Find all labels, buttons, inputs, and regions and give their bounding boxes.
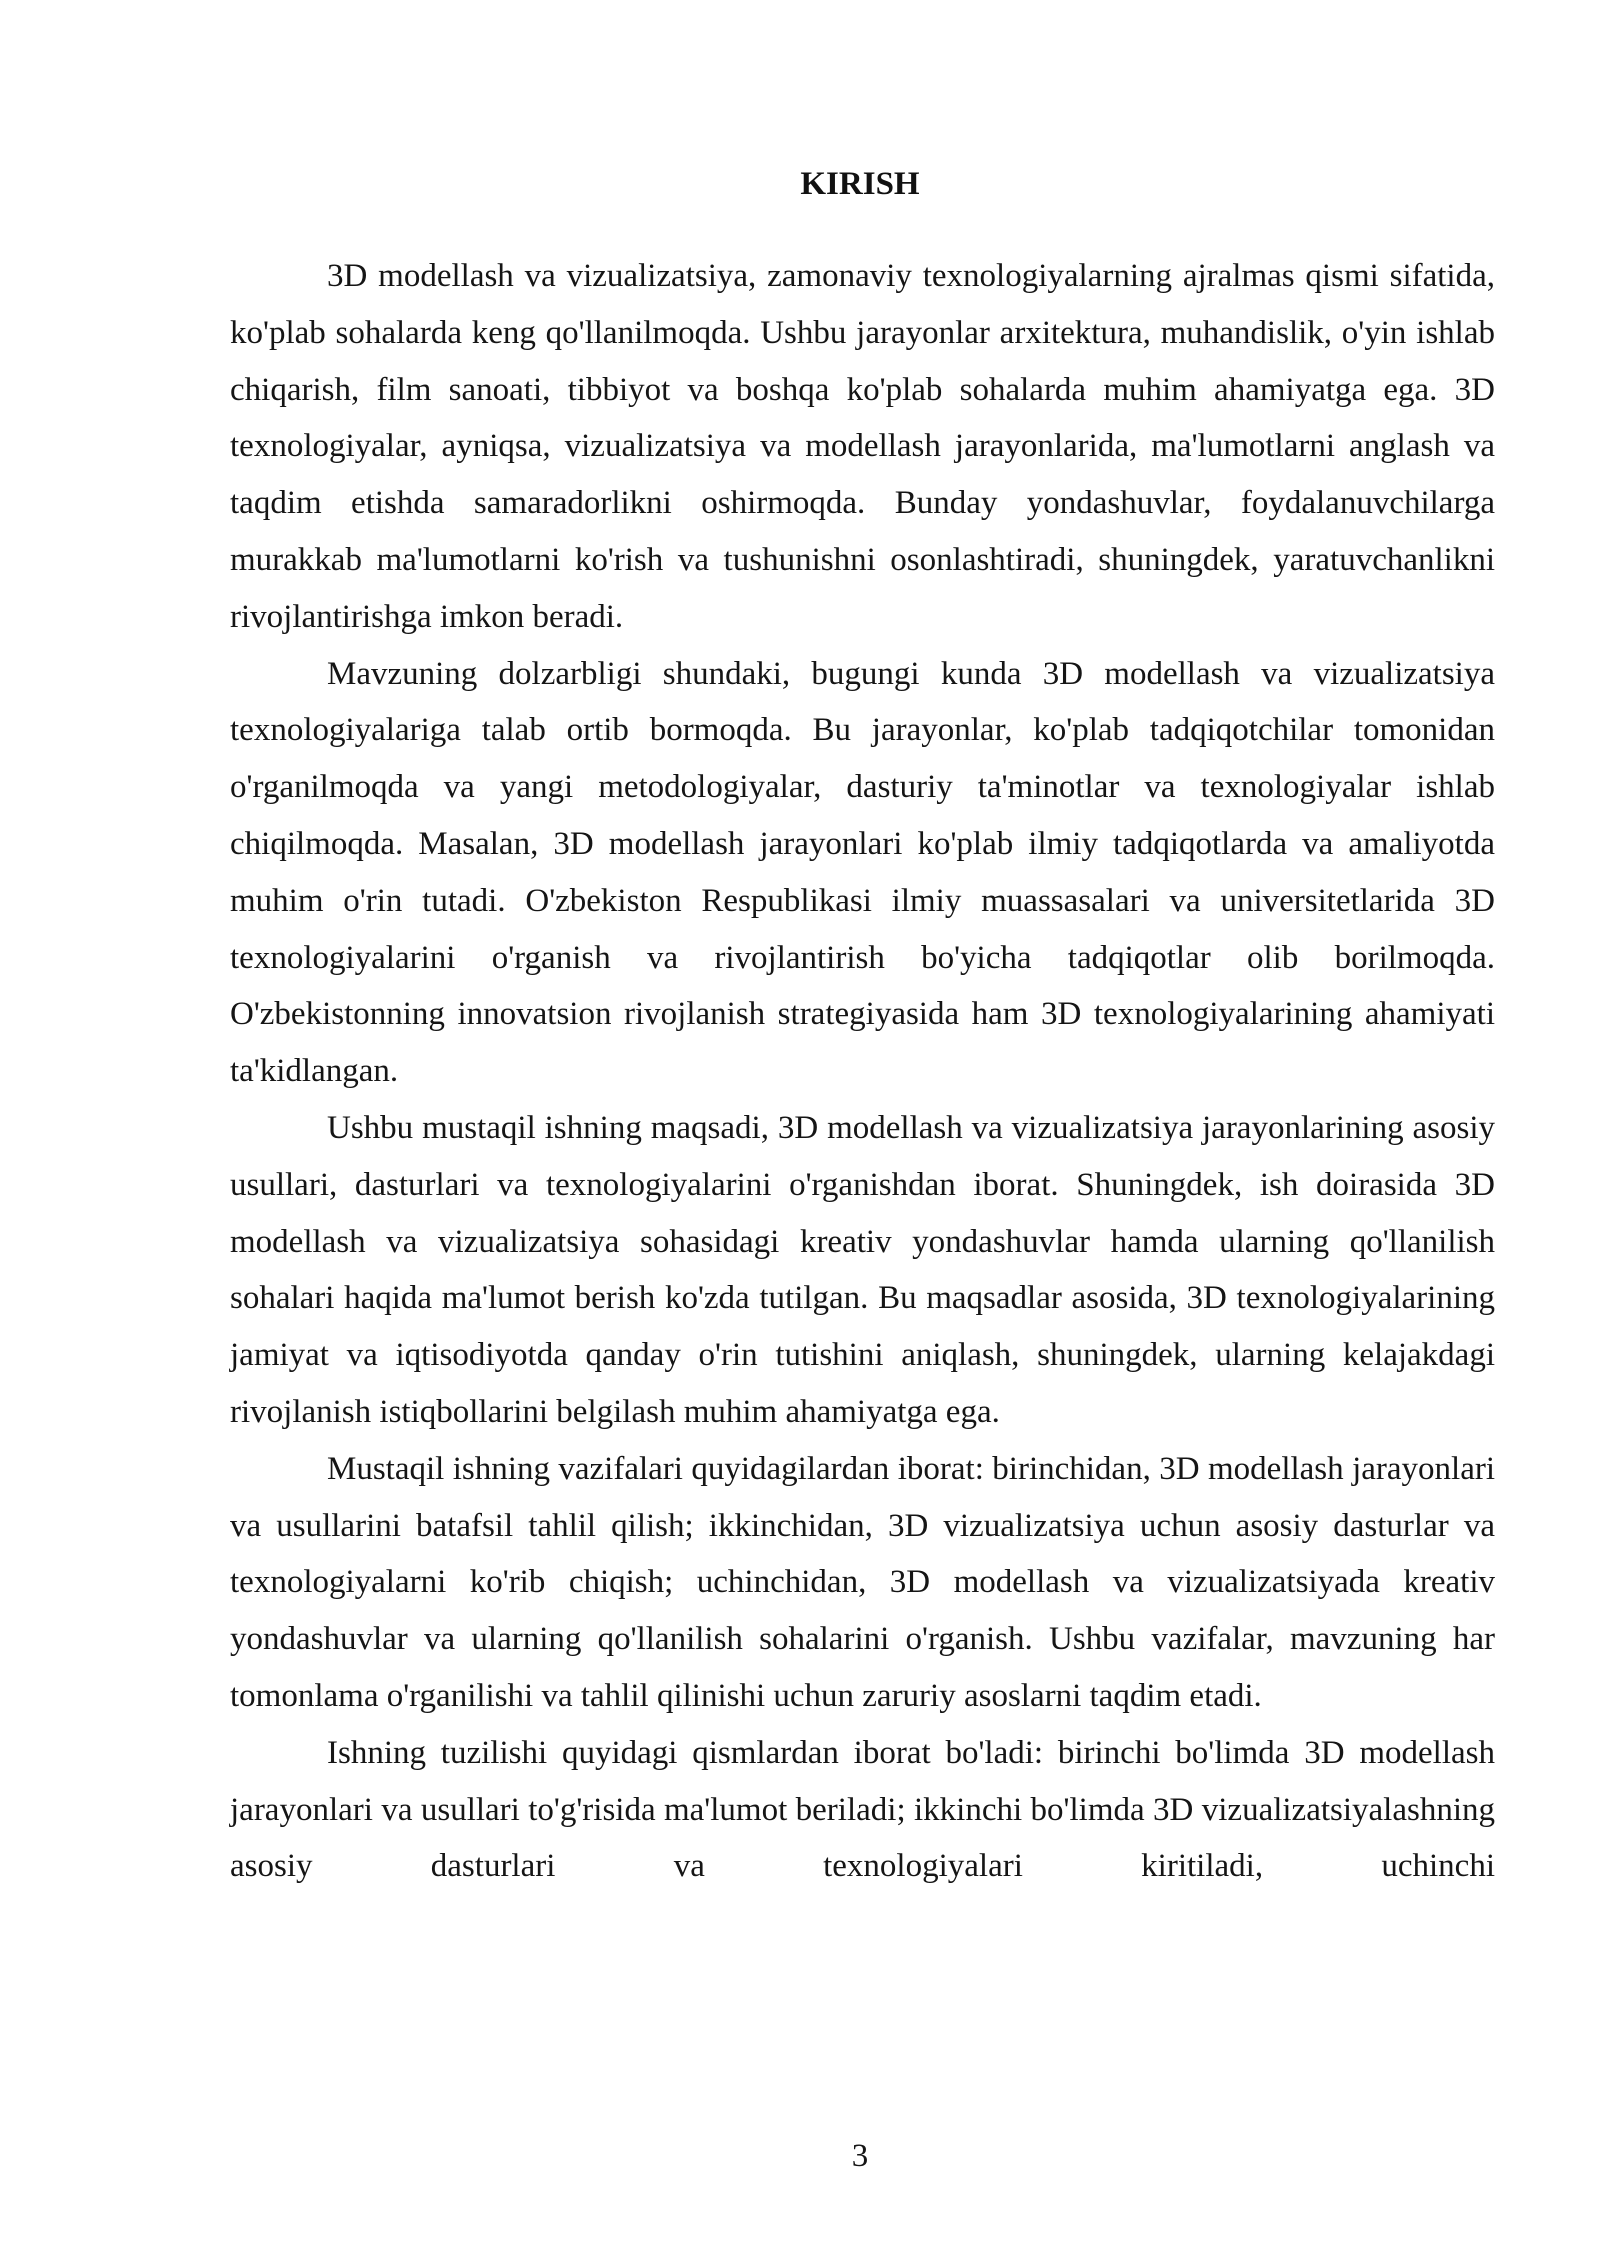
paragraph-relevance: Mavzuning dolzarbligi shundaki, bugungi kunda 3D modellash va vizualizatsiya texnologiyalariga talab ortib bormoqda. Bu jarayonlar, ko'plab tadqiqotchilar tomonidan o'rganilmoqda va yangi metodologiyalar, dasturiy ta'minotlar va texnologiyalar ishlab chiqilmoqda. Masalan, 3D modellash jarayonlari ko'plab ilmiy tadqiqotlarda va amaliyotda muhim o'rin tutadi. O'zbekiston Respublikasi ilmiy muassasalari va universitetlarida 3D texnologiyalarini o'rganish va rivojlantirish bo'yicha tadqiqotlar olib borilmoqda. O'zbekistonning innovatsion rivojlanish strategiyasida ham 3D texnologiyalarining ahamiyati ta'kidlangan. bbox=[230, 655, 1495, 1090]
paragraph-intro: 3D modellash va vizualizatsiya, zamonaviy texnologiyalarning ajralmas qismi sifatida, ko'plab sohalarda keng qo'llanilmoqda. Ushbu jarayonlar arxitektura, muhandislik, o'yin ishlab chiqarish, film sanoati, tibbiyot va boshqa ko'plab sohalarda muhim ahamiyatga ega. 3D texnologiyalar, ayniqsa, vizualizatsiya va modellash jarayonlarida, ma'lumotlarni anglash va taqdim etishda samaradorlikni oshirmoqda. Bunday yondashuvlar, foydalanuvchilarga murakkab ma'lumotlarni ko'rish va tushunishni osonlashtiradi, shuningdek, yaratuvchanlikni rivojlantirishga imkon beradi. bbox=[230, 258, 1495, 635]
paragraph-goal: Ushbu mustaqil ishning maqsadi, 3D modellash va vizualizatsiya jarayonlarining asosiy usullari, dasturlari va texnologiyalarini o'rganishdan iborat. Shuningdek, ish doirasida 3D modellash va vizualizatsiya sohasidagi kreativ yondashuvlar hamda ularning qo'llanilish sohalari haqida ma'lumot berish ko'zda tutilgan. Bu maqsadlar asosida, 3D texnologiyalarining jamiyat va iqtisodiyotda qanday o'rin tutishini aniqlash, shuningdek, ularning kelajakdagi rivojlanish istiqbollarini belgilash muhim ahamiyatga ega. bbox=[230, 1109, 1495, 1430]
page-number: 3 bbox=[851, 2138, 869, 2174]
body-text bbox=[230, 248, 1495, 1895]
section-heading: KIRISH bbox=[800, 166, 920, 202]
paragraph-tasks: Mustaqil ishning vazifalari quyidagilardan iborat: birinchidan, 3D modellash jarayonlari va usullarini batafsil tahlil qilish; ikkinchidan, 3D vizualizatsiya uchun asosiy dasturlar va texnologiyalarni ko'rib chiqish; uchinchidan, 3D modellash va vizualizatsiyada kreativ yondashuvlar va ularning qo'llanilish sohalarini o'rganish. Ushbu vazifalar, mavzuning har tomonlama o'rganilishi va tahlil qilinishi uchun zaruriy asoslarni taqdim etadi. bbox=[230, 1450, 1495, 1714]
paragraph-structure: Ishning tuzilishi quyidagi qismlardan iborat bo'ladi: birinchi bo'limda 3D modellash jarayonlari va usullari to'g'risida ma'lumot beriladi; ikkinchi bo'limda 3D vizualizatsiyalashning asosiy dasturlari va texnologiyalari kiritiladi, uchinchi bbox=[230, 1734, 1495, 1885]
